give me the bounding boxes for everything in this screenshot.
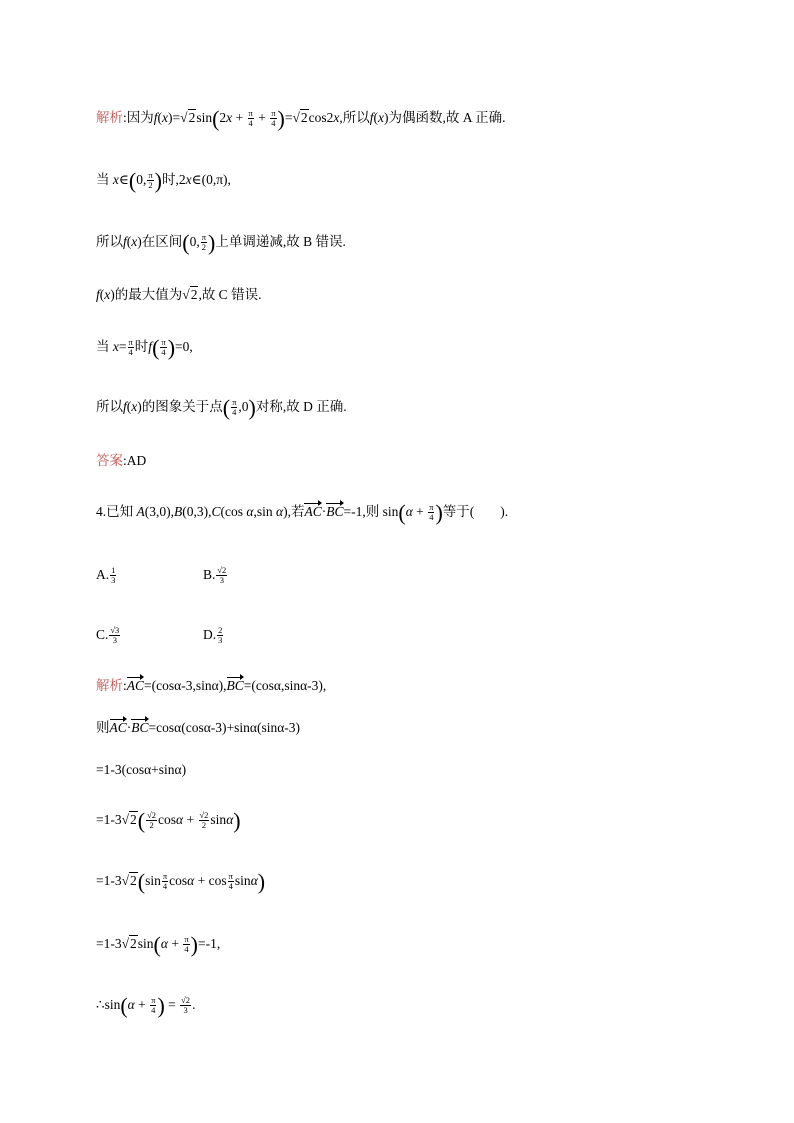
solution1-line3: 所以f(x)在区间(0, $\frac{\pi}{2}$ )上单调递减,故 B 错误. [96,229,346,255]
solution4-line2: 则AC·BC=cosα(cosα-3)+sinα(sinα-3) [96,718,300,738]
solution4-line1: 解析:AC=(cosα-3,sinα),BC=(cosα,sinα-3), [96,676,326,696]
option-d[interactable]: D. $\frac{2}{3}$ [203,625,223,646]
solution1-line1: 解析:因为f(x)=√2sin(2x + $\frac{\pi}{4}$ + $\frac{\pi}{4}$ )=√2cos2x,所以f(x)为偶函数,故 A 正确. [96,105,506,131]
solution4-line5: =1-3√2(sin $\frac{\pi}{4}$ cosα + cos $\frac{\pi}{4}$ sinα) [96,868,266,894]
option-b[interactable]: B. $\frac{√2}{3}$ [203,565,227,586]
solution4-line3: =1-3(cosα+sinα) [96,762,187,777]
solution4-line4: =1-3√2( $\frac{√2}{2}$ cosα + $\frac{√2}{2}$ sinα) [96,807,241,833]
solution1-line5: 当 x= $\frac{\pi}{4}$ 时f( $\frac{\pi}{4}$ )=0, [96,334,193,360]
solution1-line2: 当 x∈(0, $\frac{\pi}{2}$ )时,2x∈(0,π), [96,167,231,193]
solution4-line7: ∴sin(α + $\frac{\pi}{4}$ ) = $\frac{√2}{3}$ . [96,992,196,1018]
solution1-line4: f(x)的最大值为√2,故 C 错误. [96,287,262,302]
solution-label: 解析 [96,678,123,693]
answer-value: :AD [123,453,147,468]
answer1-line [96,451,146,471]
answer-label: 答案 [96,453,123,468]
option-c[interactable]: C. $\frac{√3}{3}$ [96,625,120,646]
option-a[interactable]: A. $\frac{1}{3}$ [96,565,116,586]
solution-label: 解析 [96,110,123,125]
question4-stem: 4.已知 A(3,0),B(0,3),C(cos α,sin α),若AC·BC=-1,则 sin(α + $\frac{\pi}{4}$ )等于( ). [96,499,509,525]
solution1-line6: 所以f(x)的图象关于点( $\frac{\pi}{4}$ ,0)对称,故 D 正确. [96,394,347,420]
solution4-line6: =1-3√2sin(α + $\frac{\pi}{4}$ )=-1, [96,931,221,957]
